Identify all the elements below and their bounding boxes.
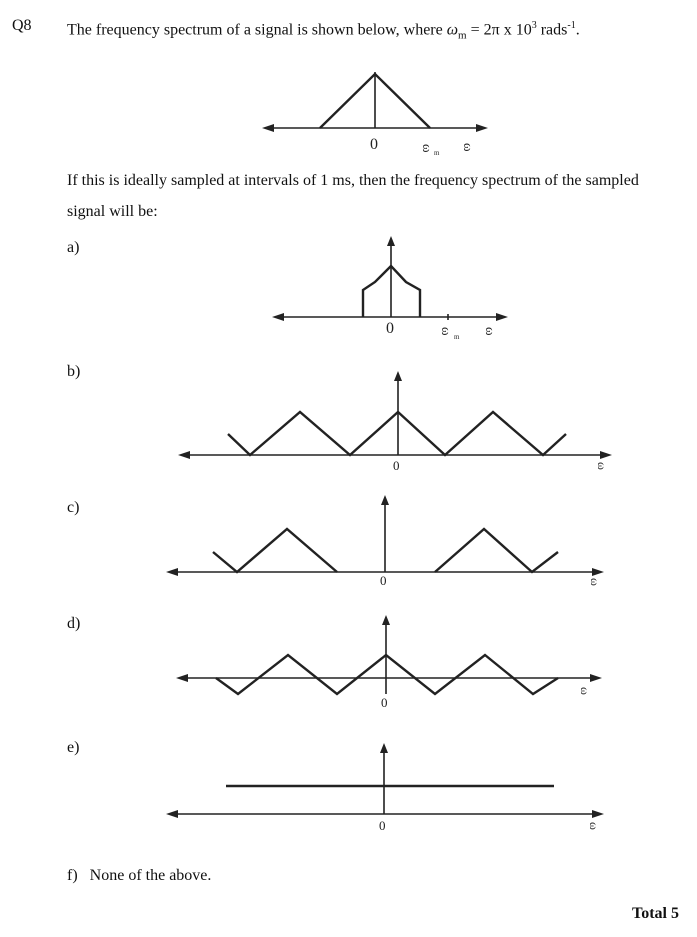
option-b-right-arrow [600, 451, 612, 459]
option-c-left-replica [213, 529, 337, 572]
option-e-figure [166, 743, 604, 833]
option-b-label: b) [67, 363, 81, 380]
total-marks: Total 5 [632, 905, 679, 922]
option-d-label: d) [67, 615, 81, 632]
option-e-left-arrow [166, 810, 178, 818]
sentence-end: . [575, 21, 580, 39]
question-intro: The frequency spectrum of a signal is shown below, where [67, 21, 443, 39]
original-axis-left-arrow [262, 124, 274, 132]
option-e-omega-label: ω [587, 822, 601, 830]
units: rads [536, 21, 568, 39]
original-omega-m-label: ω [420, 144, 435, 153]
option-a-origin-label: 0 [386, 320, 394, 337]
option-d-omega-label: ω [578, 687, 592, 695]
option-b-up-arrow [394, 371, 402, 381]
option-d-right-arrow [590, 674, 602, 682]
option-f-label: f) [67, 867, 78, 884]
option-a-omega-label: ω [483, 327, 498, 336]
equation: = 2π x 10 [466, 21, 532, 39]
option-e-origin-label: 0 [379, 818, 386, 833]
option-a-right-arrow [496, 313, 508, 321]
option-a-up-arrow [387, 236, 395, 246]
option-d-left-arrow [176, 674, 188, 682]
option-d-figure [176, 615, 602, 710]
option-e-up-arrow [380, 743, 388, 753]
omega-m-symbol: ω [446, 21, 459, 39]
original-omega-label: ω [461, 143, 476, 152]
exponent: 3 [531, 20, 537, 31]
option-a-omega-m-sub: m [454, 333, 460, 341]
option-c-left-arrow [166, 568, 178, 576]
option-b-origin-label: 0 [393, 458, 400, 473]
option-b-figure [178, 371, 612, 473]
option-b-omega-label: ω [595, 462, 609, 470]
original-axis-right-arrow [476, 124, 488, 132]
option-c-label: c) [67, 499, 80, 516]
option-c-right-arrow [592, 568, 604, 576]
option-a-omega-m-label: ω [439, 327, 454, 336]
option-c-right-replica [435, 529, 558, 572]
option-a-label: a) [67, 239, 80, 256]
omega-m-subscript: m [458, 29, 467, 42]
option-e-right-arrow [592, 810, 604, 818]
option-d-up-arrow [382, 615, 390, 625]
original-origin-label: 0 [370, 136, 378, 153]
option-c-up-arrow [381, 495, 389, 505]
option-f-text: None of the above. [89, 867, 212, 884]
units-exponent: -1 [567, 20, 576, 31]
option-b-left-arrow [178, 451, 190, 459]
option-e-label: e) [67, 739, 80, 756]
original-omega-m-sub: m [434, 149, 440, 157]
option-d-origin-label: 0 [381, 695, 388, 710]
option-c-omega-label: ω [588, 578, 602, 586]
option-b-replicas [228, 412, 566, 455]
option-d-replicas [216, 655, 558, 694]
option-a-figure [272, 236, 508, 341]
option-c-figure [166, 495, 604, 588]
option-c-origin-label: 0 [380, 573, 387, 588]
option-a-left-arrow [272, 313, 284, 321]
original-spectrum [262, 72, 488, 157]
question-number: Q8 [12, 17, 32, 34]
sampling-paragraph: If this is ideally sampled at intervals of 1 ms, then the frequency spectrum of the sampled signal will be: [67, 172, 639, 220]
